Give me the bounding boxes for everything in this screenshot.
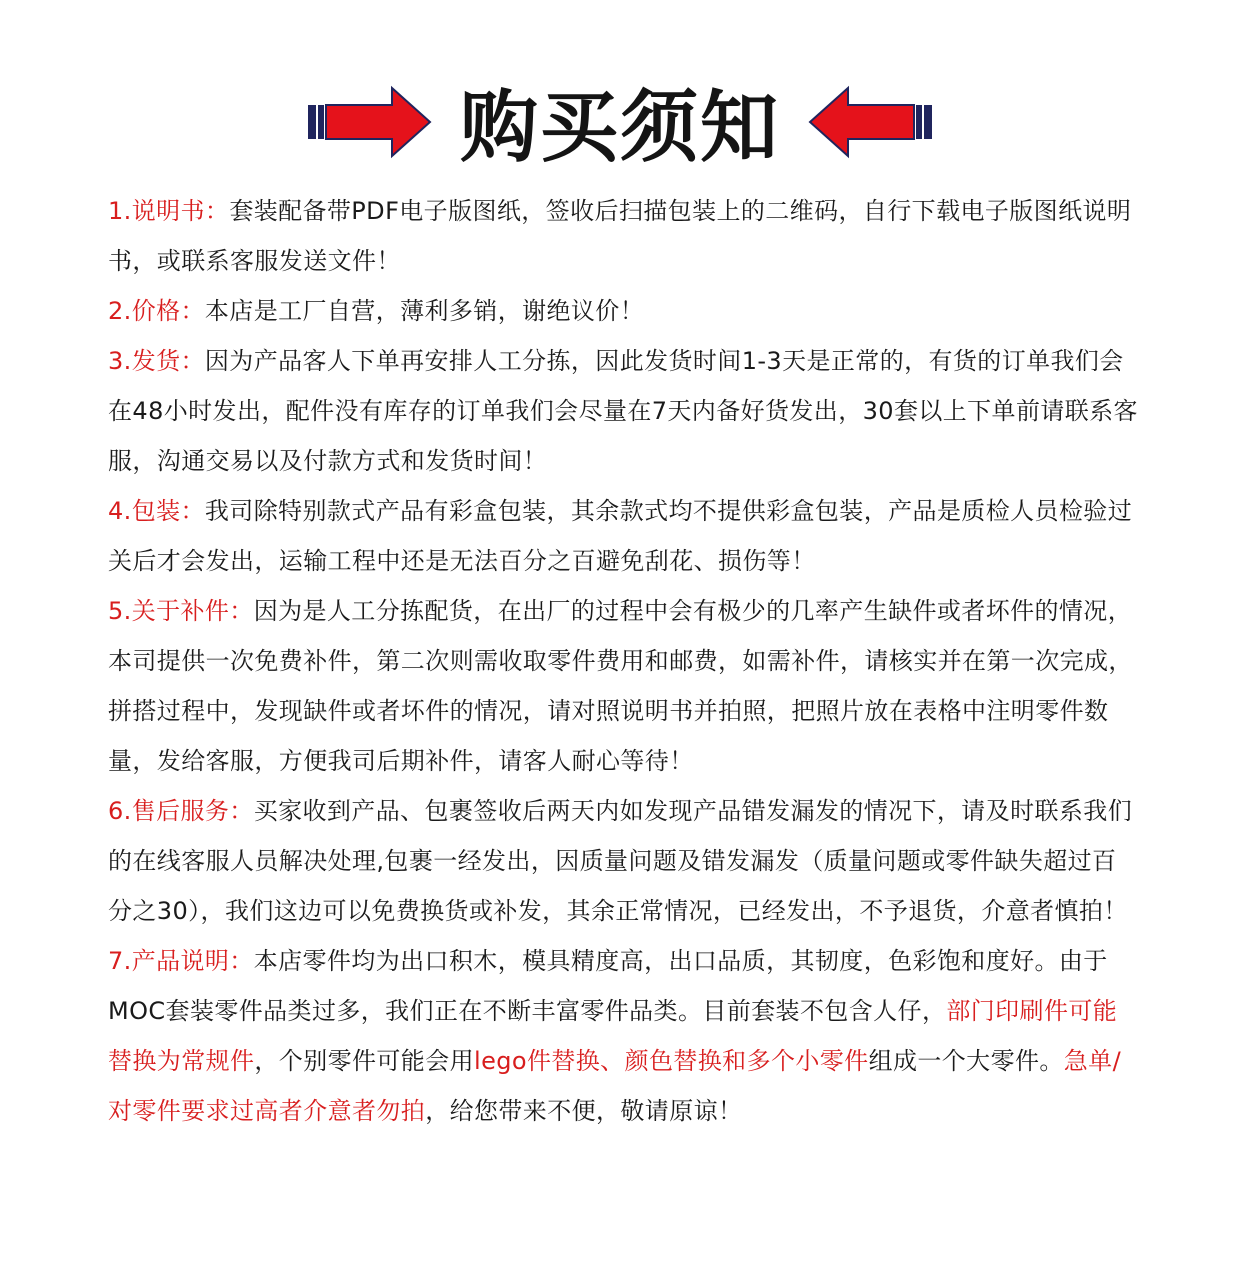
- item-label: 4.包装：: [108, 497, 205, 525]
- item-text: 我司除特别款式产品有彩盒包装，其余款式均不提供彩盒包装，产品是质检人员检验过关后才会发出，运输工程中还是无法百分之百避免刮花、损伤等！: [108, 497, 1133, 575]
- notice-item-shipping: [108, 336, 1138, 486]
- notice-item-price: [108, 286, 1138, 336]
- item-label: 7.产品说明：: [108, 947, 254, 975]
- item-text-highlight: 急单/对零件要求过高者介意者勿拍: [108, 1047, 1122, 1125]
- item-text: ，给您带来不便，敬请原谅！: [425, 1097, 743, 1125]
- notice-item-replacement-parts: [108, 586, 1138, 786]
- notice-item-product-description: [108, 936, 1138, 1136]
- item-text: 本店是工厂自营，薄利多销，谢绝议价！: [204, 297, 645, 325]
- arrow-right-icon: [304, 84, 434, 160]
- item-text: 因为是人工分拣配货，在出厂的过程中会有极少的几率产生缺件或者坏件的情况，本司提供一次免费补件，第二次则需收取零件费用和邮费，如需补件，请核实并在第一次完成，拼搭过程中，发现缺件或者坏件的情况，请对照说明书并拍照，把照片放在表格中注明零件数量，发给客服，方便我司后期补件，请客人耐心等待！: [108, 597, 1133, 775]
- header: [0, 70, 1240, 180]
- item-text: 因为产品客人下单再安排人工分拣，因此发货时间1-3天是正常的，有货的订单我们会在48小时发出，配件没有库存的订单我们会尽量在7天内备好货发出，30套以上下单前请联系客服，沟通交易以及付款方式和发货时间！: [108, 347, 1138, 475]
- arrow-left-icon: [806, 84, 936, 160]
- item-label: 5.关于补件：: [108, 597, 254, 625]
- notice-list: [108, 186, 1138, 1136]
- notice-item-after-sales: [108, 786, 1138, 936]
- item-label: 2.价格：: [108, 297, 205, 325]
- item-text-highlight: lego件替换、颜色替换和多个小零件: [474, 1047, 869, 1075]
- item-label: 3.发货：: [108, 347, 205, 375]
- item-text: 买家收到产品、包裹签收后两天内如发现产品错发漏发的情况下，请及时联系我们的在线客服人员解决处理,包裹一经发出，因质量问题及错发漏发（质量问题或零件缺失超过百分之30），我们这边可以免费换货或补发，其余正常情况，已经发出，不予退货，介意者慎拍！: [108, 797, 1133, 925]
- page-title: 购买须知: [459, 83, 780, 173]
- item-text: 套装配备带PDF电子版图纸，签收后扫描包装上的二维码，自行下载电子版图纸说明书，或联系客服发送文件！: [108, 197, 1132, 275]
- item-text-highlight: 部门印刷件可能替换为常规件: [108, 997, 1118, 1075]
- item-text: 组成一个大零件。: [868, 1047, 1064, 1075]
- item-label: 1.说明书：: [108, 197, 230, 225]
- notice-item-packaging: [108, 486, 1138, 586]
- notice-item-manual: [108, 186, 1138, 286]
- item-label: 6.售后服务：: [108, 797, 254, 825]
- item-text: 本店零件均为出口积木，模具精度高，出口品质，其韧度，色彩饱和度好。由于MOC套装零件品类过多，我们正在不断丰富零件品类。目前套装不包含人仔，: [108, 947, 1108, 1025]
- item-text: ，个别零件可能会用: [254, 1047, 475, 1075]
